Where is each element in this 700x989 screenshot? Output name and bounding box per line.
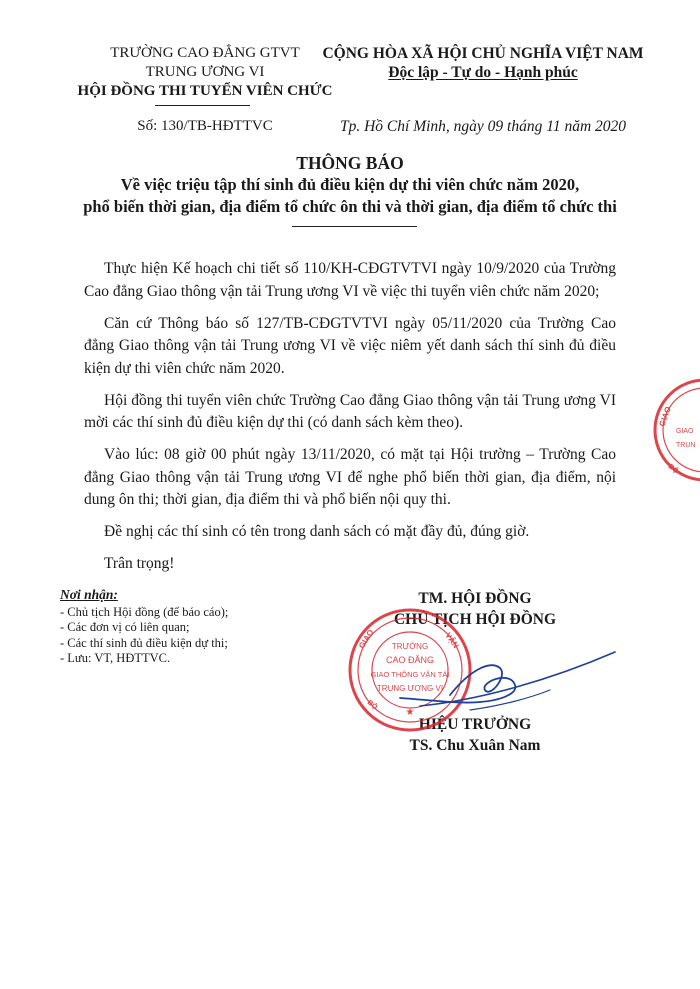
body-paragraph: Căn cứ Thông báo số 127/TB-CĐGTVTVI ngày 05/11/2020 của Trường Cao đẳng Giao thông vận tải Trung ương VI về việc niêm yết danh sách thí sinh đủ điều kiện dự thi viên chức năm 2020.	[84, 314, 616, 377]
place-and-date: Tp. Hồ Chí Minh, ngày 09 tháng 11 năm 2020	[339, 118, 627, 135]
list-item: - Lưu: VT, HĐTTVC.	[60, 651, 171, 665]
document-title	[40, 152, 660, 218]
motto: Độc lập - Tự do - Hạnh phúc	[388, 64, 578, 81]
org-line-2: TRUNG ƯƠNG VI	[145, 64, 265, 80]
title-sub-2: phổ biến thời gian, địa điểm tổ chức ôn thi và thời gian, địa điểm tổ chức thi	[83, 197, 617, 216]
signature-line-1: TM. HỘI ĐỒNG	[418, 590, 532, 607]
stamp-line: GIAO THÔNG VẬN TẢI	[370, 670, 450, 679]
signature-position: HIỆU TRƯỞNG	[418, 716, 532, 733]
title-main: THÔNG BÁO	[296, 153, 404, 173]
svg-text:GIAO: GIAO	[357, 627, 376, 651]
seal-edge-stamp	[650, 375, 700, 485]
list-item: - Các thí sinh đủ điều kiện dự thi;	[60, 635, 228, 650]
svg-text:VẬN: VẬN	[443, 630, 461, 650]
body-paragraph: Hội đồng thi tuyển viên chức Trường Cao đẳng Giao thông vận tải Trung ương VI mời các thí sinh đủ điều kiện dự thi (có danh sách kèm theo).	[84, 391, 616, 431]
recipients-list	[60, 605, 310, 667]
handwritten-signature	[390, 640, 620, 720]
body-paragraph: Vào lúc: 08 giờ 00 phút ngày 13/11/2020, có mặt tại Hội trường – Trường Cao đẳng Giao thông vận tải Trung ương VI để nghe phổ biến thời gian, địa điểm, nội dung ôn thi; thời gian, địa điểm thi và phổ biến nội quy thi.	[84, 446, 616, 508]
national-header	[318, 44, 648, 82]
body-paragraph: Đề nghị các thí sinh có tên trong danh sách có mặt đầy đủ, đúng giờ.	[104, 523, 530, 540]
svg-text:GIAO: GIAO	[676, 428, 694, 435]
org-line-1: TRƯỜNG CAO ĐẲNG GTVT	[110, 45, 300, 61]
org-line-3: HỘI ĐỒNG THI TUYỂN VIÊN CHỨC	[77, 83, 333, 99]
nation-title: CỘNG HÒA XÃ HỘI CHỦ NGHĨA VIỆT NAM	[322, 45, 644, 62]
star-icon: ★	[405, 707, 415, 718]
signature-line-2: CHỦ TỊCH HỘI ĐỒNG	[393, 611, 557, 628]
svg-text:GIAO: GIAO	[657, 405, 673, 428]
divider-left	[155, 105, 250, 106]
svg-text:TRUN: TRUN	[676, 442, 696, 449]
list-item: - Các đơn vị có liên quan;	[60, 620, 190, 634]
stamp-line: TRUNG ƯƠNG VI	[376, 684, 444, 693]
title-sub-1: Về việc triệu tập thí sinh đủ điều kiện dự thi viên chức năm 2020,	[120, 175, 580, 194]
reference-number: Số: 130/TB-HĐTTVC	[137, 118, 273, 134]
recipients	[60, 587, 310, 667]
signatory-name: TS. Chu Xuân Nam	[409, 737, 541, 754]
document-body	[84, 258, 616, 585]
stamp-line: CAO ĐẲNG	[385, 655, 435, 665]
list-item: - Chủ tịch Hội đồng (để báo cáo);	[60, 604, 229, 619]
recipients-label: Nơi nhận:	[60, 587, 118, 602]
divider-title	[292, 226, 417, 227]
stamp-line: TRƯỜNG	[391, 642, 429, 651]
svg-text:BỘ: BỘ	[365, 699, 379, 712]
body-paragraph: Thực hiện Kế hoạch chi tiết số 110/KH-CĐGTVTVI ngày 10/9/2020 của Trường Cao đẳng Giao thông vận tải Trung ương VI về việc thi tuyển viên chức năm 2020;	[84, 260, 616, 300]
body-paragraph: Trân trọng!	[104, 555, 175, 572]
issuing-organization	[60, 44, 350, 101]
svg-text:BỘ: BỘ	[666, 463, 680, 476]
